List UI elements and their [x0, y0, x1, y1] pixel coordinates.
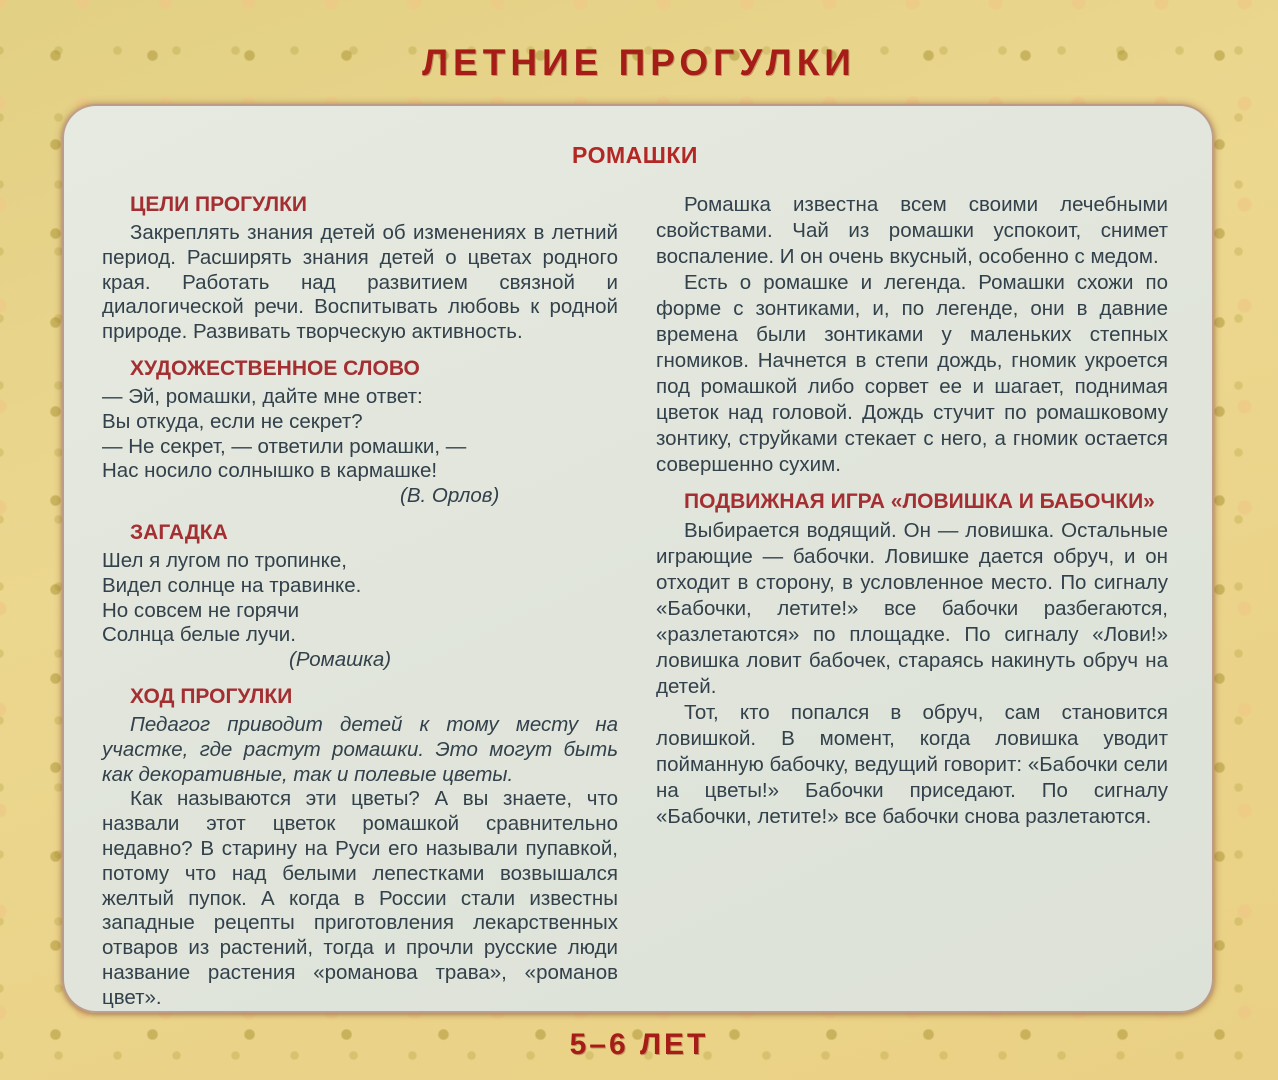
riddle-answer: (Ромашка) — [289, 648, 392, 672]
card-columns — [102, 192, 1168, 1011]
section-walk — [102, 684, 618, 1011]
section-riddle — [102, 520, 618, 673]
game-heading: ПОДВИЖНАЯ ИГРА «ЛОВИШКА И БАБОЧКИ» — [684, 490, 1155, 513]
walk-intro: Педагог приводит детей к тому месту на участке, где растут ромашки. Это могут быть как декоративные, так и полевые цветы. — [102, 712, 618, 786]
chamomile-legend-paragraph: Есть о ромашке и легенда. Ромашки схожи по форме с зонтиками, и, по легенде, они в давние времена были зонтиками у маленьких степных гномиков. Начнется в степи дождь, гномик укроется под ромашкой либо сорвет ее и шагает, поднимая цветок над головой. Дождь стучит по ромашковому зонтику, струйками стекает с него, а гномик остается совершенно сухим. — [656, 271, 1168, 476]
right-column — [656, 192, 1168, 1011]
poem-line: Видел солнце на травинке. — [102, 573, 362, 597]
poem-line: — Не секрет, — ответили ромашки, — — [102, 434, 467, 458]
card-title: РОМАШКИ — [572, 142, 698, 168]
riddle-poem — [102, 549, 618, 673]
riddle-heading: ЗАГАДКА — [130, 520, 228, 544]
walk-heading: ХОД ПРОГУЛКИ — [130, 684, 293, 708]
poem-line: Солнца белые лучи. — [102, 623, 296, 647]
walk-text: Как называются эти цветы? А вы знаете, что назвали этот цветок ромашкой сравнительно недавно? В старину на Руси его называли пупавкой, потому что над белыми лепестками возвышался желтый пупок. А когда в России стали известны западные рецепты приготовления лекарственных отваров из растений, тогда и прочли русские люди название растения «романова трава», «романов цвет». — [102, 787, 618, 1009]
poem-line: Нас носило солнышко в кармашке! — [102, 459, 438, 483]
goals-text: Закреплять знания детей об изменениях в летний период. Расширять знания детей о цветах родного края. Работать над развитием связной и диалогической речи. Воспитывать любовь к родной природе. Развивать творческую активность. — [102, 221, 618, 344]
poem-line: Шел я лугом по тропинке, — [102, 548, 347, 572]
activity-card — [62, 104, 1214, 1013]
art-word-heading: ХУДОЖЕСТВЕННОЕ СЛОВО — [130, 356, 420, 380]
page-title: ЛЕТНИЕ ПРОГУЛКИ — [422, 42, 856, 83]
game-rules-paragraph: Выбирается водящий. Он — ловишка. Остальные играющие — бабочки. Ловишке дается обруч, и он отходит в сторону, в условленное место. По сигналу «Бабочки, летите!» все бабочки разбегаются, «разлетаются» по площадке. По сигналу «Лови!» ловишка ловит бабочек, стараясь накинуть обруч на детей. — [656, 519, 1168, 698]
section-art-word — [102, 356, 618, 509]
left-column — [102, 192, 618, 1011]
art-word-poem — [102, 385, 618, 509]
goals-heading: ЦЕЛИ ПРОГУЛКИ — [130, 193, 307, 216]
poem-line: Но совсем не горячи — [102, 598, 300, 622]
poem-attribution: (В. Орлов) — [400, 484, 500, 508]
chamomile-benefits-paragraph: Ромашка известна всем своими лечебными свойствами. Чай из ромашки успокоит, снимет воспаление. И он очень вкусный, особенно с медом. — [656, 193, 1168, 268]
section-goals — [102, 192, 618, 345]
game-continuation-paragraph: Тот, кто попался в обруч, сам становится ловишкой. В момент, когда ловишка уводит пойманную бабочку, ведущий говорит: «Бабочки сели на цветы!» Бабочки приседают. По сигналу «Бабочки, летите!» все бабочки снова разлетаются. — [656, 701, 1168, 828]
poem-line: Вы откуда, если не секрет? — [102, 409, 363, 433]
poem-line: — Эй, ромашки, дайте мне ответ: — [102, 384, 423, 408]
age-label: 5–6 ЛЕТ — [569, 1028, 709, 1061]
section-game — [656, 489, 1168, 830]
